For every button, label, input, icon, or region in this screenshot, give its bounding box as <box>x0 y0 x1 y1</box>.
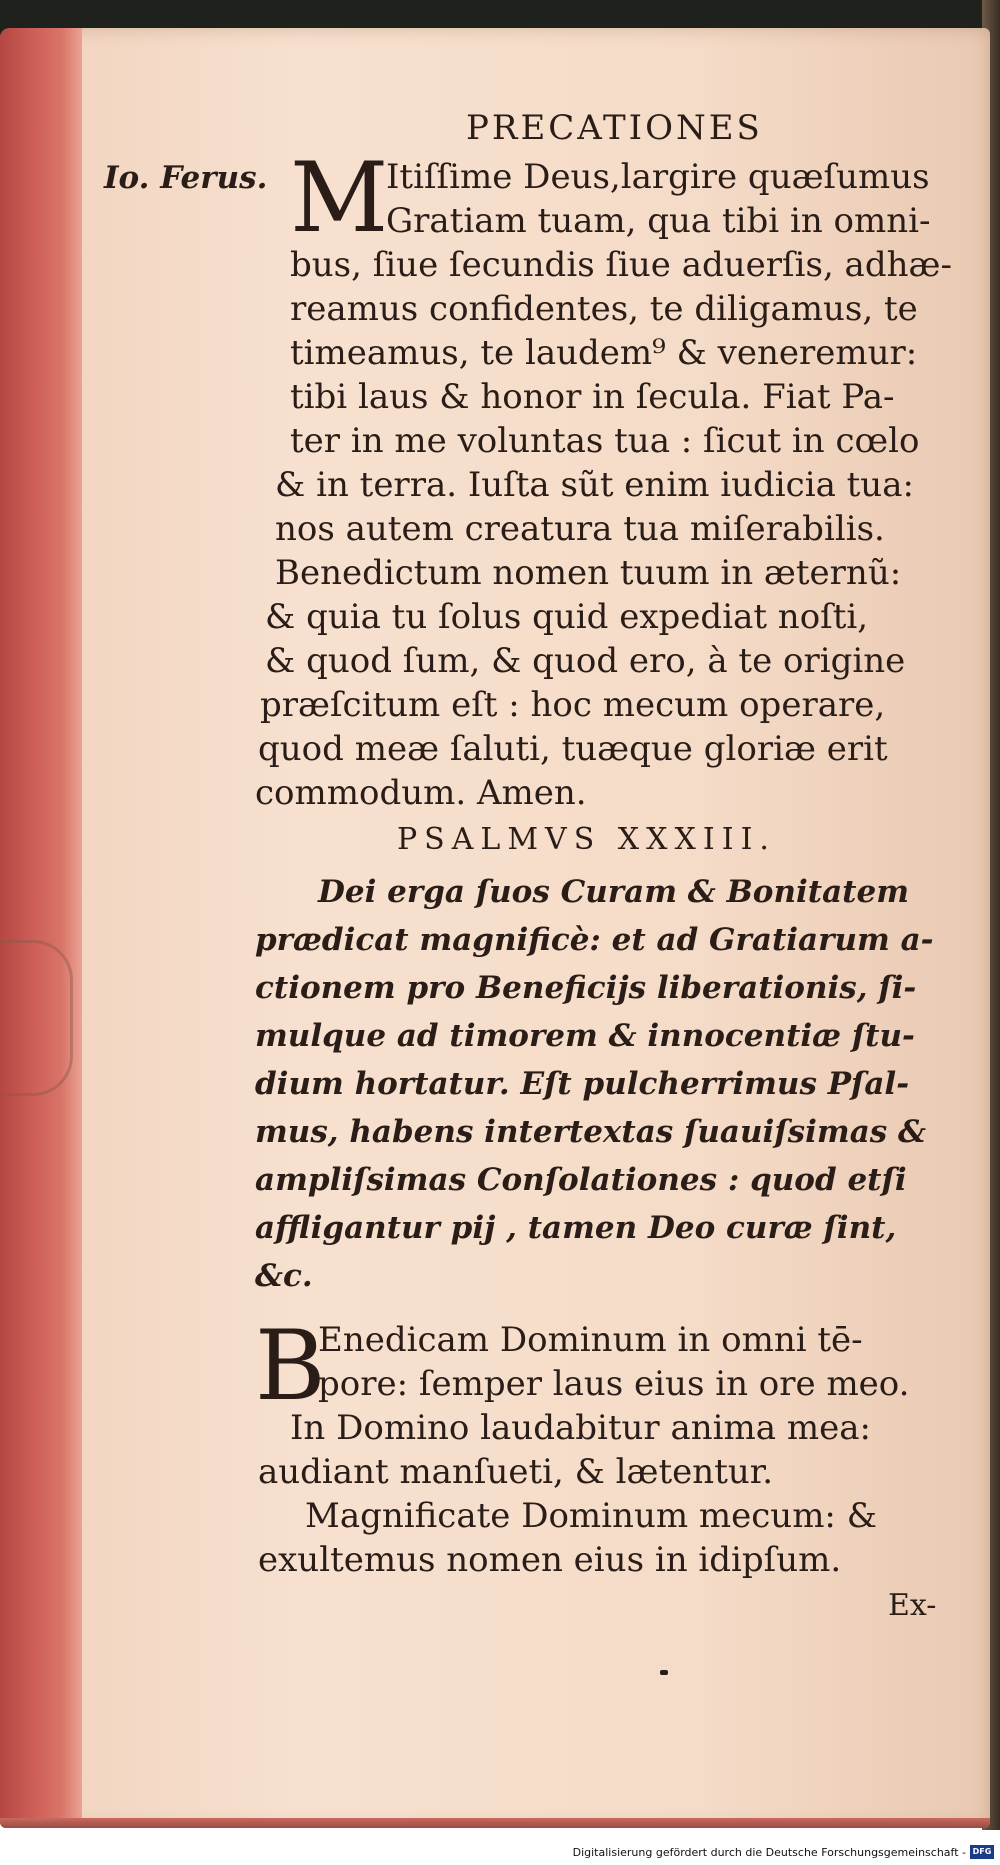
argument-line: &c. <box>255 1258 313 1294</box>
argument-line: ctionem pro Beneficijs liberationis, ſi- <box>255 970 917 1006</box>
catchword: Ex- <box>888 1588 937 1623</box>
dfg-logo: DFG <box>970 1845 994 1859</box>
psalm-verse-line: Magnificate Dominum mecum: & <box>305 1496 877 1536</box>
psalm-heading: PSALMVS XXXIII. <box>397 822 776 857</box>
prayer-line: tibi laus & honor in ſecula. Fiat Pa- <box>290 377 895 417</box>
ink-speck <box>660 1670 668 1675</box>
prayer-line: commodum. Amen. <box>255 773 587 813</box>
prayer-line: & quia tu ſolus quid expediat noſti, <box>265 597 869 637</box>
argument-line: Dei erga ſuos Curam & Bonitatem <box>318 874 910 910</box>
prayer-initial: M <box>290 142 389 254</box>
prayer-line: & in terra. Iuſta sũt enim iudicia tua: <box>275 465 914 505</box>
digitization-credit: Digitalisierung gefördert durch die Deutsche Forschungsgemeinschaft - <box>572 1846 966 1859</box>
bookmark-tab <box>0 940 73 1096</box>
red-page-edge <box>0 28 82 1828</box>
running-head: PRECATIONES <box>466 108 763 148</box>
prayer-line: & quod ſum, & quod ero, à te origine <box>265 641 906 681</box>
argument-line: mus, habens intertextas ſuauiſsimas & <box>255 1114 927 1150</box>
margin-author-note: Io. Ferus. <box>104 160 268 196</box>
argument-line: prædicat magnificè: et ad Gratiarum a- <box>255 922 934 958</box>
psalm-verse-line: exultemus nomen eius in idipſum. <box>258 1540 842 1580</box>
prayer-line: præſcitum eſt : hoc mecum operare, <box>260 685 886 725</box>
prayer-line: nos autem creatura tua miſerabilis. <box>275 509 885 549</box>
prayer-line: quod meæ ſaluti, tuæque gloriæ erit <box>258 729 888 769</box>
argument-line: mulque ad timorem & innocentiæ ſtu- <box>255 1018 915 1054</box>
argument-line: ampliſsimas Conſolationes : quod etſi <box>255 1162 907 1198</box>
prayer-line: timeamus, te laudem⁹ & veneremur: <box>290 333 918 373</box>
prayer-line: Itiſſime Deus,largire quæſumus <box>386 157 930 197</box>
psalm-verse-line: In Domino laudabitur anima mea: <box>290 1408 871 1448</box>
psalm-verse-line: Enedicam Dominum in omni tē- <box>318 1320 863 1360</box>
prayer-line: ter in me voluntas tua : ſicut in cœlo <box>290 421 920 461</box>
argument-line: affligantur pij , tamen Deo curæ ſint, <box>255 1210 897 1246</box>
prayer-line: reamus confidentes, te diligamus, te <box>290 289 918 329</box>
prayer-line: Benedictum nomen tuum in æternũ: <box>275 553 902 593</box>
psalm-initial: B <box>255 1310 326 1422</box>
prayer-line: bus, ſiue ſecundis ſiue aduerſis, adhæ- <box>290 245 952 285</box>
argument-line: dium hortatur. Eſt pulcherrimus Pſal- <box>255 1066 910 1102</box>
prayer-line: Gratiam tuam, qua tibi in omni- <box>386 201 931 241</box>
red-page-edge-bottom <box>0 1818 990 1828</box>
psalm-verse-line: audiant manſueti, & lætentur. <box>258 1452 774 1492</box>
psalm-verse-line: pore: ſemper laus eius in ore meo. <box>318 1364 910 1404</box>
